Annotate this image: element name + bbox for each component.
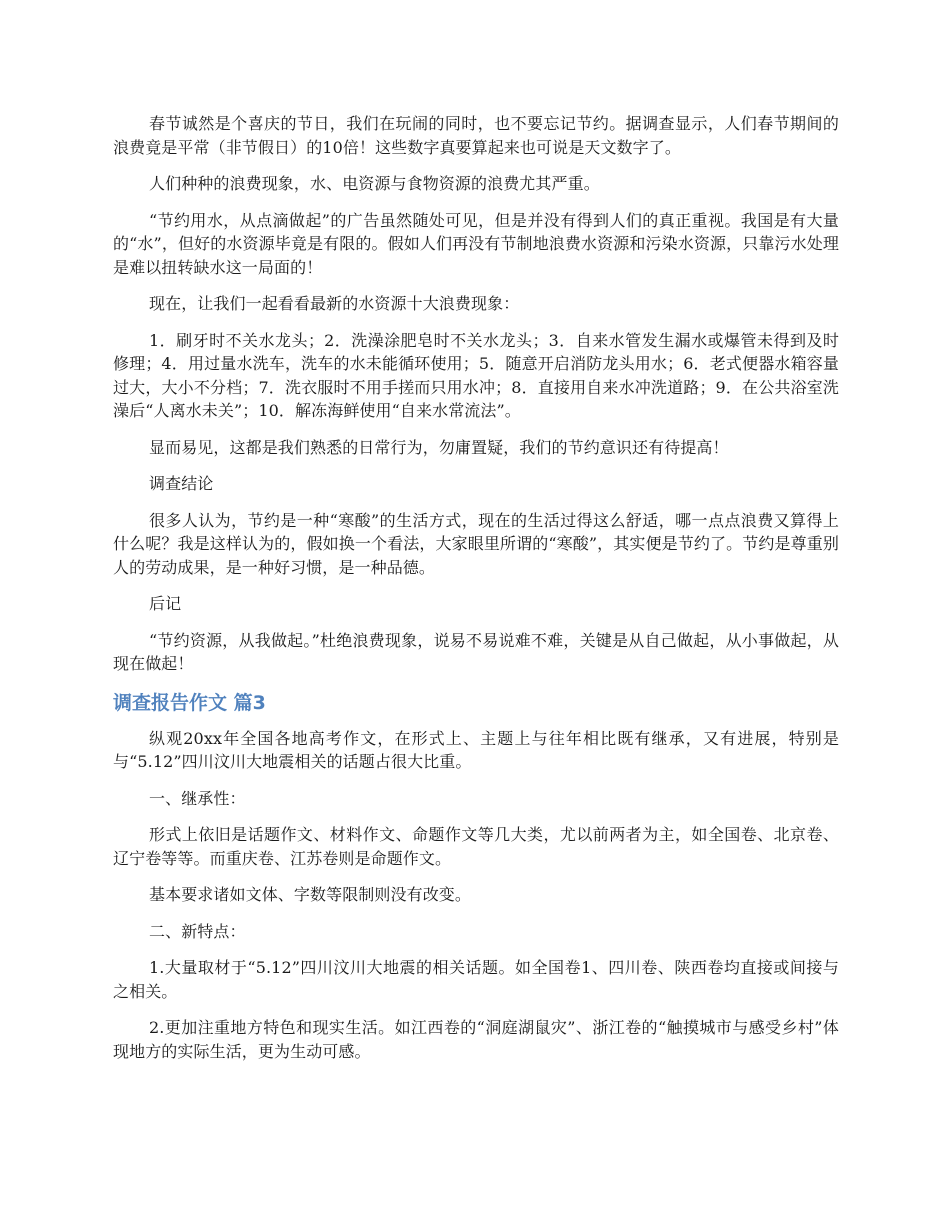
paragraph: 现在，让我们一起看看最新的水资源十大浪费现象： [149, 294, 520, 313]
subheading-postscript: 后记 [149, 594, 182, 613]
paragraph: 1.大量取材于“5.12”四川汶川大地震的相关话题。如全国卷1、四川卷、陕西卷均直接或间接与之相关。 [113, 958, 839, 1001]
paragraph: 一、继承性： [149, 788, 246, 808]
paragraph: “节约资源，从我做起。”杜绝浪费现象，说易不易说难不难，关键是从自己做起，从小事做起，从现在做起！ [113, 630, 839, 673]
paragraph: 2.更加注重地方特色和现实生活。如江西卷的“洞庭湖鼠灾”、浙江卷的“触摸城市与感受乡村”体现地方的实际生活，更为生动可感。 [113, 1018, 839, 1061]
paragraph: 基本要求诸如文体、字数等限制则没有改变。 [149, 885, 472, 904]
paragraph: 人们种种的浪费现象，水、电资源与食物资源的浪费尤其严重。 [149, 174, 600, 193]
section-heading: 调查报告作文 篇3 [113, 691, 266, 714]
paragraph: “节约用水，从点滴做起”的广告虽然随处可见，但是并没有得到人们的真正重视。我国是有大量的“水”，但好的水资源毕竟是有限的。假如人们再没有节制地浪费水资源和污染水资源，只靠污水处理是难以扭转缺水这一局面的！ [113, 210, 839, 277]
paragraph: 形式上依旧是话题作文、材料作文、命题作文等几大类，尤以前两者为主，如全国卷、北京卷、辽宁卷等等。而重庆卷、江苏卷则是命题作文。 [113, 825, 839, 868]
paragraph: 春节诚然是个喜庆的节日，我们在玩闹的同时，也不要忘记节约。据调查显示，人们春节期间的浪费竟是平常（非节假日）的10倍！这些数字真要算起来也可说是天文数字了。 [113, 114, 839, 157]
subheading-survey-conclusion: 调查结论 [149, 474, 214, 493]
paragraph: 1．刷牙时不关水龙头；2．洗澡涂肥皂时不关水龙头；3．自来水管发生漏水或爆管未得到及时修理；4．用过量水洗车，洗车的水未能循环使用；5．随意开启消防龙头用水；6．老式便器水箱容量过大，大小不分档；7．洗衣服时不用手搓而只用水冲；8．直接用自来水冲洗道路；9．在公共浴室洗澡后“人离水未关”；10．解冻海鲜使用“自来水常流法”。 [113, 330, 839, 420]
paragraph: 纵观20xx年全国各地高考作文，在形式上、主题上与往年相比既有继承，又有进展，特别是与“5.12”四川汶川大地震相关的话题占很大比重。 [113, 728, 839, 771]
paragraph: 显而易见，这都是我们熟悉的日常行为，勿庸置疑，我们的节约意识还有待提高！ [149, 437, 729, 457]
paragraph: 二、新特点： [149, 921, 246, 941]
document-page [113, 112, 839, 1076]
paragraph: 很多人认为，节约是一种“寒酸”的生活方式，现在的生活过得这么舒适，哪一点点浪费又算得上什么呢？我是这样认为的，假如换一个看法，大家眼里所谓的“寒酸”，其实便是节约了。节约是尊重别人的劳动成果，是一种好习惯，是一种品德。 [113, 510, 839, 577]
